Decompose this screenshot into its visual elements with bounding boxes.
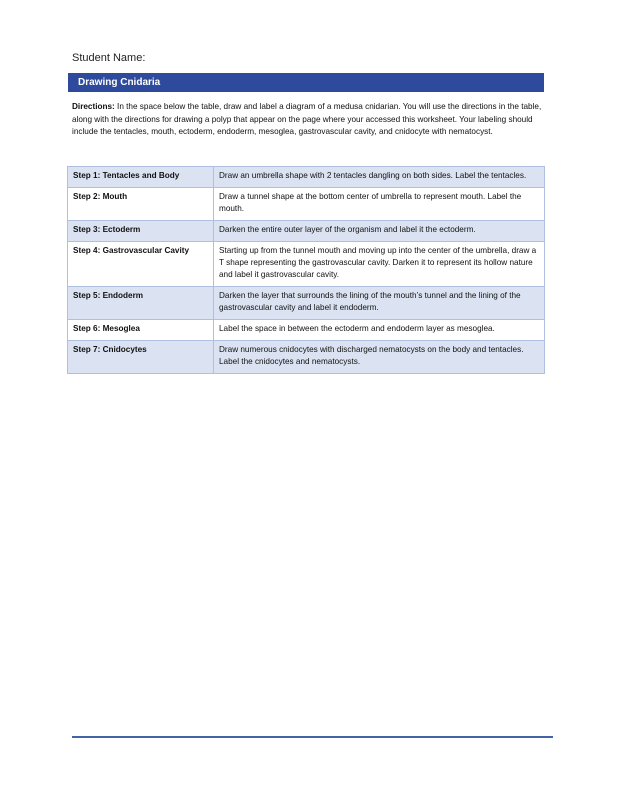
table-row [68, 188, 545, 221]
step-name: Step 3: Ectoderm [68, 221, 214, 242]
step-instruction: Darken the entire outer layer of the organism and label it the ectoderm. [214, 221, 545, 242]
student-name-label: Student Name: [72, 52, 146, 64]
step-name: Step 1: Tentacles and Body [68, 167, 214, 188]
table-row [68, 221, 545, 242]
table-row [68, 242, 545, 287]
step-instruction: Starting up from the tunnel mouth and moving up into the center of the umbrella, draw a T shape representing the gastrovascular cavity. Darken it to represent its hollow nature and label it gastrovascular cavity. [214, 242, 545, 287]
table-row [68, 341, 545, 374]
step-instruction: Draw a tunnel shape at the bottom center of umbrella to represent mouth. Label the mouth. [214, 188, 545, 221]
step-instruction: Draw numerous cnidocytes with discharged nematocysts on the body and tentacles. Label the cnidocytes and nematocysts. [214, 341, 545, 374]
steps-table [67, 166, 545, 374]
step-name: Step 4: Gastrovascular Cavity [68, 242, 214, 287]
step-name: Step 6: Mesoglea [68, 320, 214, 341]
step-instruction: Draw an umbrella shape with 2 tentacles dangling on both sides. Label the tentacles. [214, 167, 545, 188]
table-row [68, 287, 545, 320]
footer-divider [72, 736, 553, 738]
table-row [68, 167, 545, 188]
step-name: Step 5: Endoderm [68, 287, 214, 320]
directions-label: Directions: [72, 102, 115, 111]
section-title-bar: Drawing Cnidaria [68, 73, 544, 92]
step-name: Step 2: Mouth [68, 188, 214, 221]
directions-text: In the space below the table, draw and label a diagram of a medusa cnidarian. You will use the directions in the table, along with the directions for drawing a polyp that appear on the page where your accessed this worksheet. Your labeling should include the tentacles, mouth, ectoderm, endoderm, mesoglea, gastrovascular cavity, and cnidocyte with nematocyst. [72, 102, 542, 136]
step-instruction: Darken the layer that surrounds the lining of the mouth’s tunnel and the lining of the gastrovascular cavity and label it endoderm. [214, 287, 545, 320]
directions-paragraph [72, 101, 542, 139]
step-instruction: Label the space in between the ectoderm and endoderm layer as mesoglea. [214, 320, 545, 341]
table-row [68, 320, 545, 341]
step-name: Step 7: Cnidocytes [68, 341, 214, 374]
